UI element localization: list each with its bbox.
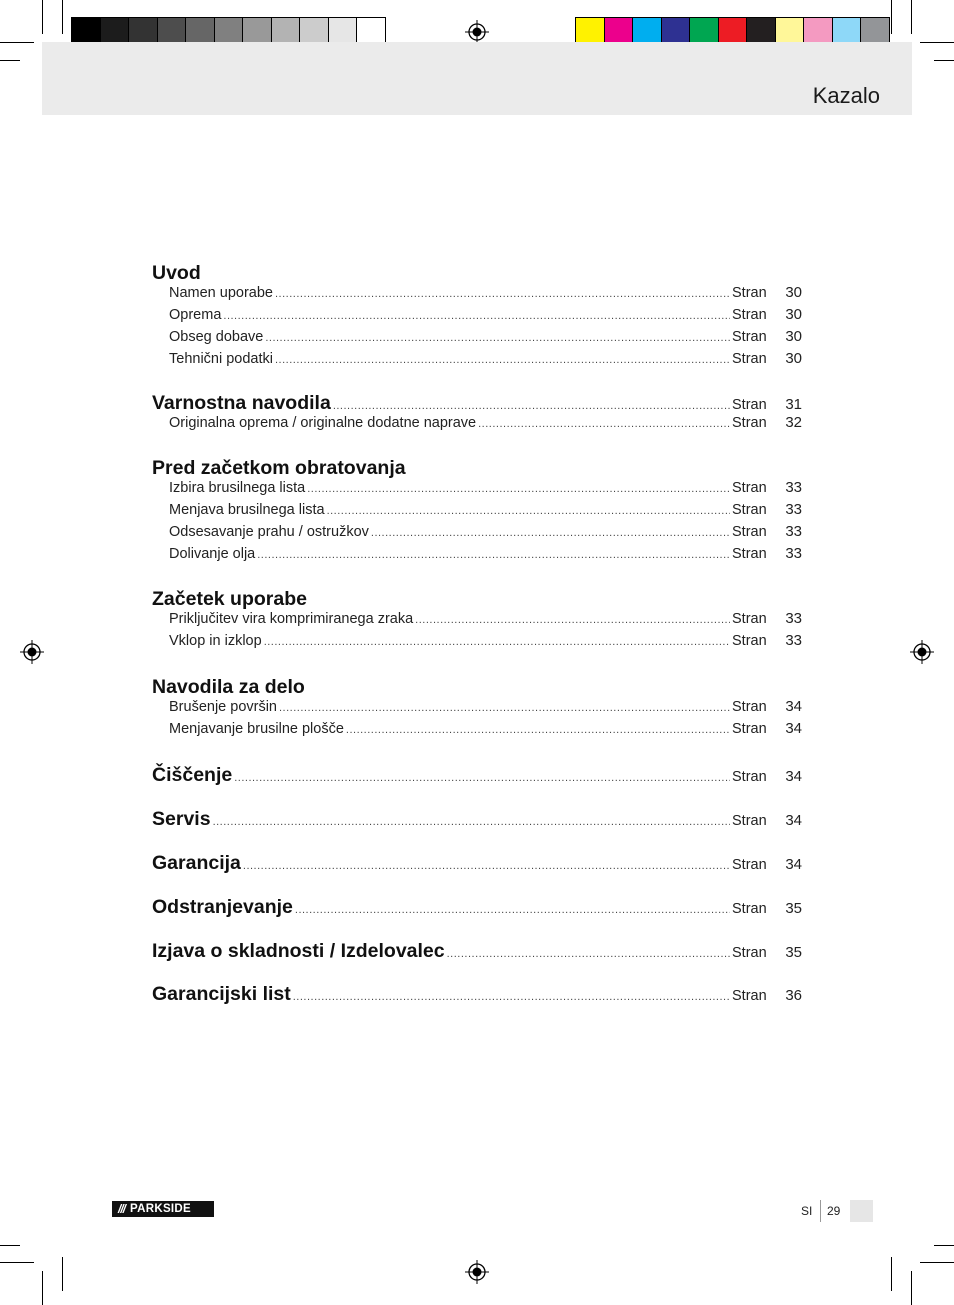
toc-entry-label: Oprema — [169, 307, 222, 323]
dot-leader — [307, 483, 730, 495]
parkside-logo — [112, 1201, 214, 1217]
dot-leader — [257, 549, 730, 561]
dot-leader — [243, 860, 730, 872]
dot-leader — [295, 904, 730, 916]
toc-entry-label: Vklop in izklop — [169, 633, 262, 649]
toc-heading: Garancijski list — [152, 983, 291, 1005]
toc-entry-label: Obseg dobave — [169, 329, 264, 345]
toc-heading-row[interactable] — [152, 676, 802, 698]
toc-section — [152, 896, 802, 918]
toc-entry[interactable] — [152, 523, 802, 545]
toc-page-number: 35 — [785, 944, 802, 961]
toc-page-number: 34 — [785, 768, 802, 785]
toc-heading: Uvod — [152, 262, 201, 284]
page-prefix: Stran — [732, 611, 767, 627]
toc-page-number: 34 — [785, 720, 802, 737]
page-prefix: Stran — [732, 857, 767, 873]
page-prefix: Stran — [732, 351, 767, 367]
toc-page-number: 32 — [785, 414, 802, 431]
toc-heading: Pred začetkom obratovanja — [152, 457, 406, 479]
toc-heading: Varnostna navodila — [152, 392, 331, 414]
toc-heading: Servis — [152, 808, 211, 830]
page-prefix: Stran — [732, 699, 767, 715]
toc-heading: Izjava o skladnosti / Izdelovalec — [152, 940, 445, 962]
toc-entry[interactable] — [152, 720, 802, 742]
toc-page-number: 30 — [785, 328, 802, 345]
registration-mark-icon — [465, 1260, 489, 1284]
dot-leader — [223, 310, 730, 322]
toc-page-number: 35 — [785, 900, 802, 917]
page-prefix: Stran — [732, 769, 767, 785]
toc-section — [152, 262, 802, 372]
page-title: Kazalo — [812, 83, 880, 108]
toc-page-number: 33 — [785, 479, 802, 496]
dot-leader — [293, 991, 730, 1003]
toc-page-number: 31 — [785, 396, 802, 413]
registration-mark-icon — [465, 20, 489, 44]
toc-section — [152, 457, 802, 567]
page-prefix: Stran — [732, 901, 767, 917]
toc-heading-row[interactable] — [152, 940, 802, 962]
toc-entry[interactable] — [152, 350, 802, 372]
page-prefix: Stran — [732, 988, 767, 1004]
toc-page-number: 30 — [785, 284, 802, 301]
toc-entry-label: Odsesavanje prahu / ostružkov — [169, 524, 369, 540]
page-prefix: Stran — [732, 502, 767, 518]
toc-heading: Začetek uporabe — [152, 588, 307, 610]
dot-leader — [213, 816, 730, 828]
toc-page-number: 33 — [785, 545, 802, 562]
toc-heading-row[interactable] — [152, 983, 802, 1005]
page-prefix: Stran — [732, 546, 767, 562]
toc-heading: Navodila za delo — [152, 676, 305, 698]
toc-heading-row[interactable] — [152, 392, 802, 414]
footer-tab-marker — [850, 1200, 873, 1222]
dot-leader — [415, 614, 730, 626]
toc-entry[interactable] — [152, 698, 802, 720]
dot-leader — [327, 505, 730, 517]
toc-entry-label: Brušenje površin — [169, 699, 277, 715]
toc-page-number: 33 — [785, 610, 802, 627]
page-prefix: Stran — [732, 415, 767, 431]
logo-stripes-icon: /// — [118, 1202, 126, 1216]
toc-heading-row[interactable] — [152, 764, 802, 786]
page-prefix: Stran — [732, 524, 767, 540]
page-prefix: Stran — [732, 721, 767, 737]
toc-entry[interactable] — [152, 632, 802, 654]
toc-section — [152, 940, 802, 962]
toc-entry-label: Priključitev vira komprimiranega zraka — [169, 611, 414, 627]
toc-section — [152, 588, 802, 654]
page-prefix: Stran — [732, 285, 767, 301]
page-prefix: Stran — [732, 307, 767, 323]
toc-heading-row[interactable] — [152, 262, 802, 284]
toc-heading-row[interactable] — [152, 808, 802, 830]
toc-section — [152, 764, 802, 786]
header-band — [42, 42, 912, 115]
page-prefix: Stran — [732, 329, 767, 345]
toc-entry-label: Dolivanje olja — [169, 546, 256, 562]
toc-entry-label: Namen uporabe — [169, 285, 273, 301]
toc-page-number: 30 — [785, 350, 802, 367]
brand-name: PARKSIDE — [130, 1203, 191, 1215]
toc-entry[interactable] — [152, 501, 802, 523]
toc-page-number: 34 — [785, 698, 802, 715]
toc-section — [152, 392, 802, 436]
toc-entry[interactable] — [152, 414, 802, 436]
toc-entry[interactable] — [152, 610, 802, 632]
toc-page-number: 33 — [785, 523, 802, 540]
dot-leader — [333, 400, 730, 412]
toc-heading: Odstranjevanje — [152, 896, 293, 918]
toc-entry[interactable] — [152, 284, 802, 306]
toc-page-number: 36 — [785, 987, 802, 1004]
registration-mark-icon — [20, 640, 44, 664]
page-number: 29 — [827, 1204, 841, 1218]
registration-mark-icon — [910, 640, 934, 664]
language-code: SI — [801, 1204, 813, 1218]
table-of-contents — [152, 262, 802, 1005]
page-prefix: Stran — [732, 480, 767, 496]
dot-leader — [264, 636, 730, 648]
dot-leader — [447, 948, 730, 960]
toc-entry-label: Menjavanje brusilne plošče — [169, 721, 344, 737]
toc-heading: Garancija — [152, 852, 241, 874]
page-prefix: Stran — [732, 945, 767, 961]
page-prefix: Stran — [732, 397, 767, 413]
toc-section — [152, 808, 802, 830]
toc-entry-label: Izbira brusilnega lista — [169, 480, 306, 496]
dot-leader — [346, 724, 730, 736]
toc-page-number: 30 — [785, 306, 802, 323]
toc-page-number: 34 — [785, 856, 802, 873]
dot-leader — [265, 332, 730, 344]
toc-entry-label: Menjava brusilnega lista — [169, 502, 325, 518]
dot-leader — [275, 288, 730, 300]
footer-divider — [820, 1200, 821, 1222]
toc-section — [152, 852, 802, 874]
dot-leader — [234, 772, 730, 784]
toc-heading-row[interactable] — [152, 896, 802, 918]
dot-leader — [371, 527, 730, 539]
toc-entry[interactable] — [152, 306, 802, 328]
toc-entry[interactable] — [152, 328, 802, 350]
toc-page-number: 34 — [785, 812, 802, 829]
toc-entry-label: Tehnični podatki — [169, 351, 273, 367]
toc-heading-row[interactable] — [152, 852, 802, 874]
toc-entry[interactable] — [152, 479, 802, 501]
toc-heading-row[interactable] — [152, 457, 802, 479]
toc-page-number: 33 — [785, 632, 802, 649]
toc-section — [152, 983, 802, 1005]
toc-page-number: 33 — [785, 501, 802, 518]
toc-entry-label: Originalna oprema / originalne dodatne naprave — [169, 415, 477, 431]
toc-section — [152, 676, 802, 742]
toc-entry[interactable] — [152, 545, 802, 567]
toc-heading: Čiščenje — [152, 764, 233, 786]
dot-leader — [279, 702, 730, 714]
toc-heading-row[interactable] — [152, 588, 802, 610]
dot-leader — [275, 354, 730, 366]
page-prefix: Stran — [732, 633, 767, 649]
dot-leader — [478, 418, 730, 430]
page-prefix: Stran — [732, 813, 767, 829]
